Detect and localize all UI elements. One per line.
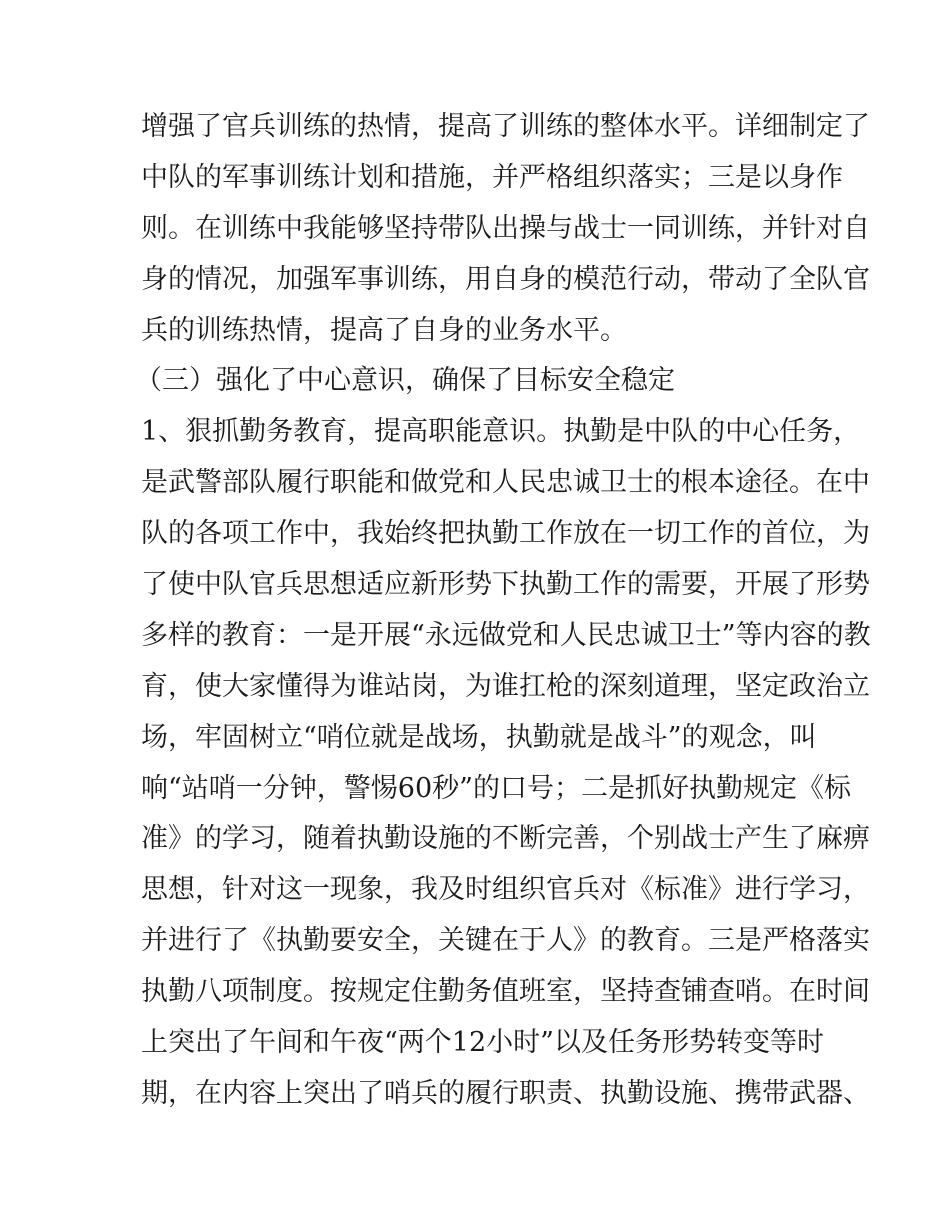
text-line: 是武警部队履行职能和做党和人民忠诚卫士的根本途径。在中 [141,467,870,499]
text-line: 准》的学习，随着执勤设施的不断完善，个别战士产生了麻痹 [141,823,870,855]
text-line: 并进行了《执勤要安全，关键在于人》的教育。三是严格落实 [141,925,870,957]
text-line: 响“站哨一分钟，警惕60秒”的口号；二是抓好执勤规定《标 [141,772,851,804]
section-heading: （三）强化了中心意识，确保了目标安全稳定 [135,365,675,397]
text-line: 执勤八项制度。按规定住勤务值班室，坚持查铺查哨。在时间 [141,976,870,1008]
text-line: 上突出了午间和午夜“两个12小时”以及任务形势转变等时 [141,1027,824,1059]
text-line: 则。在训练中我能够坚持带队出操与战士一同训练，并针对自 [141,212,870,244]
text-line: 育，使大家懂得为谁站岗，为谁扛枪的深刻道理，坚定政治立 [141,670,870,702]
text-line: 多样的教育：一是开展“永远做党和人民忠诚卫士”等内容的教 [141,619,871,651]
text-line: 中队的军事训练计划和措施，并严格组织落实；三是以身作 [141,161,843,193]
text-line: 思想，针对这一现象，我及时组织官兵对《标准》进行学习， [141,874,870,906]
text-line: 1、狠抓勤务教育，提高职能意识。执勤是中队的中心任务， [141,416,861,448]
text-line: 了使中队官兵思想适应新形势下执勤工作的需要，开展了形势 [141,569,870,601]
text-line: 身的情况，加强军事训练，用自身的模范行动，带动了全队官 [141,263,870,295]
body-text [135,102,871,1120]
text-line: 兵的训练热情，提高了自身的业务水平。 [141,314,627,346]
text-line: 场，牢固树立“哨位就是战场，执勤就是战斗”的观念，叫 [141,721,817,753]
text-line: 增强了官兵训练的热情，提高了训练的整体水平。详细制定了 [141,111,870,142]
text-line: 队的各项工作中，我始终把执勤工作放在一切工作的首位，为 [141,518,870,550]
text-line: 期，在内容上突出了哨兵的履行职责、执勤设施、携带武器、 [141,1077,870,1109]
